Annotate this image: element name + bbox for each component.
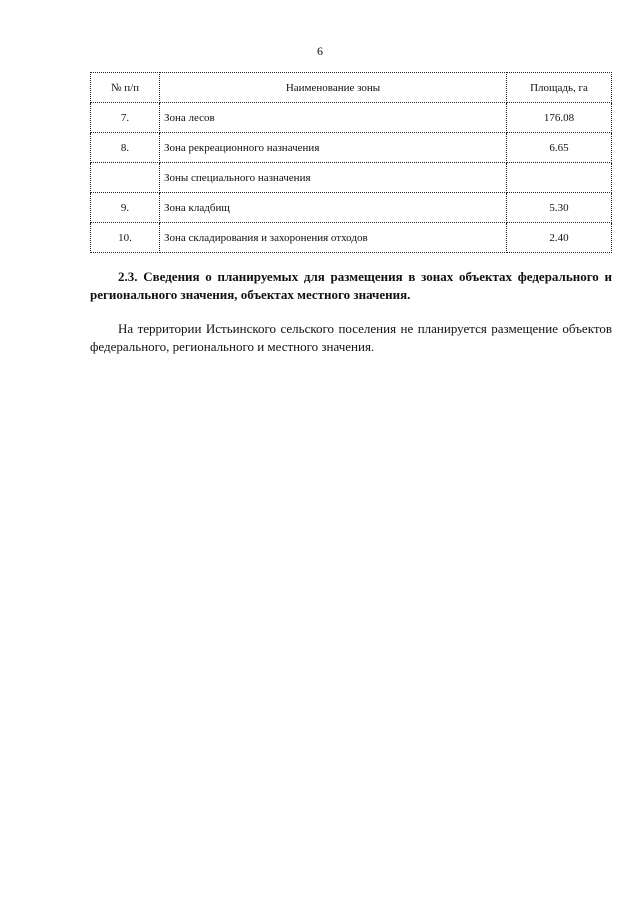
header-name: Наименование зоны [160,73,507,103]
row-name: Зона рекреационного назначения [160,133,507,163]
row-area: 2.40 [507,223,612,253]
table-row [91,103,612,133]
zones-table [90,72,612,253]
row-num: 8. [91,133,160,163]
table-row [91,223,612,253]
table-row [91,193,612,223]
section-heading: 2.3. Сведения о планируемых для размещения в зонах объектах федерального и регионального значения, объектах местного значения. [90,269,612,302]
row-name: Зона лесов [160,103,507,133]
row-num: 7. [91,103,160,133]
row-num: 10. [91,223,160,253]
row-area: 5.30 [507,193,612,223]
group-num-empty [91,163,160,193]
header-area: Площадь, га [507,73,612,103]
row-area: 6.65 [507,133,612,163]
row-name: Зона складирования и захоронения отходов [160,223,507,253]
group-title: Зоны специального назначения [160,163,507,193]
row-area: 176.08 [507,103,612,133]
table-group-row [91,163,612,193]
group-area-empty [507,163,612,193]
header-num: № п/п [91,73,160,103]
page-number: 6 [317,44,323,58]
table-header-row [91,73,612,103]
row-num: 9. [91,193,160,223]
table-row [91,133,612,163]
section-body: На территории Истьинского сельского поселения не планируется размещение объектов федерального, регионального и местного значения. [90,321,612,354]
row-name: Зона кладбищ [160,193,507,223]
